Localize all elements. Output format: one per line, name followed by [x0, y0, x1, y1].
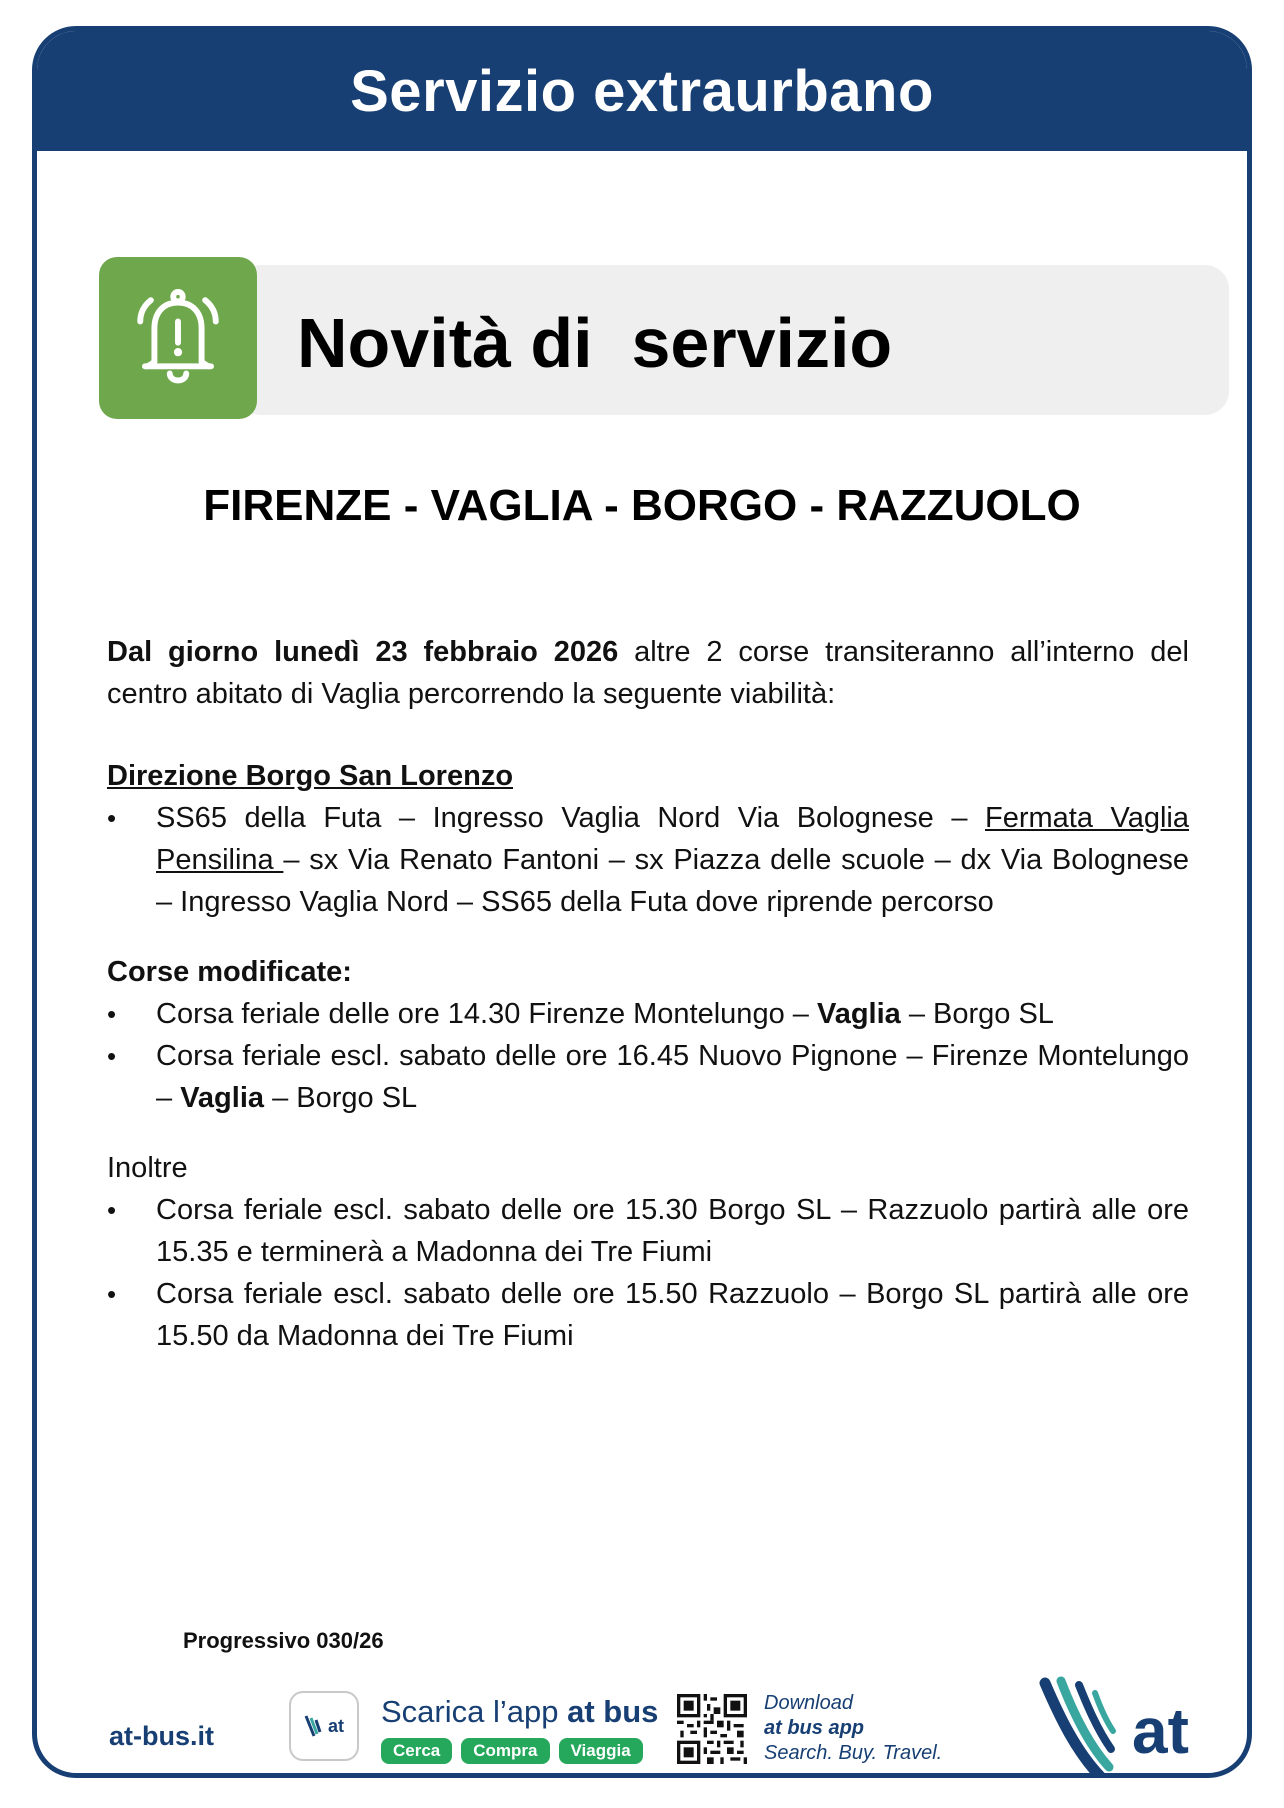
list-item — [107, 993, 1189, 1035]
list-item: • Corsa feriale escl. sabato delle ore 15.50 Razzuolo – Borgo SL partirà alle ore 15.50 da Madonna dei Tre Fiumi — [107, 1273, 1189, 1357]
qr-code-icon[interactable] — [677, 1694, 747, 1764]
pill-compra: Compra — [461, 1738, 549, 1764]
poster-frame — [32, 26, 1252, 1778]
modified-item-text: Corsa feriale escl. sabato delle ore 16.45 Nuovo Pignone – Firenze Montelungo – — [156, 1040, 1189, 1114]
at-stripes-icon — [1045, 1681, 1113, 1778]
direction-stop: Fermata Vaglia Pensilina — [156, 802, 1189, 876]
direction-route-part1: SS65 della Futa – Ingresso Vaglia Nord Via Bolognese – — [156, 802, 986, 834]
modified-list — [107, 993, 1189, 1119]
intro-date: Dal giorno lunedì 23 febbraio 2026 — [107, 636, 619, 668]
pill-cerca: Cerca — [381, 1738, 452, 1764]
notice-body — [107, 631, 1189, 1357]
progressivo-number: Progressivo 030/26 — [183, 1628, 384, 1653]
intro-text: altre 2 corse transiteranno all’interno del centro abitato di Vaglia percorrendo la seguente viabilità: — [107, 636, 1189, 710]
download-line-1: Download — [764, 1692, 853, 1714]
modified-item-text: – Borgo SL — [900, 998, 1054, 1030]
modified-item-bold: Vaglia — [180, 1082, 265, 1114]
app-pills — [381, 1738, 643, 1764]
at-brand-text: at — [1132, 1695, 1189, 1767]
app-cta-text: Scarica l’app — [381, 1694, 568, 1729]
app-icon-label: at — [327, 1715, 344, 1736]
app-icon — [289, 1691, 359, 1761]
header-title: Servizio extraurbano — [350, 58, 934, 124]
modified-heading: Corse modificate: — [107, 956, 352, 988]
at-brand-logo — [1037, 1671, 1237, 1778]
moreover-list — [107, 1189, 1189, 1357]
direction-heading: Direzione Borgo San Lorenzo — [107, 760, 514, 792]
list-item — [107, 1035, 1189, 1119]
intro-paragraph — [107, 631, 1189, 715]
alert-bell-icon-box — [99, 257, 257, 419]
moreover-heading: Inoltre — [107, 1152, 188, 1184]
direction-route-part2: – sx Via Renato Fantoni – sx Piazza delle scuole – dx Via Bolognese – Ingresso Vaglia Nord – SS65 della Futa dove riprende percorso — [156, 844, 1189, 918]
notice-title: Novità di servizio — [297, 304, 893, 382]
header-bar — [37, 31, 1247, 151]
download-line-2: at bus app — [764, 1717, 865, 1739]
app-cta-name: at bus — [567, 1694, 659, 1729]
pill-viaggia: Viaggia — [559, 1738, 643, 1764]
modified-item-text: – Borgo SL — [264, 1082, 418, 1114]
list-item: • Corsa feriale escl. sabato delle ore 15.30 Borgo SL – Razzuolo partirà alle ore 15.35 e terminerà a Madonna dei Tre Fiumi — [107, 1189, 1189, 1273]
modified-item-text: Corsa feriale delle ore 14.30 Firenze Montelungo – — [156, 998, 817, 1030]
route-title: FIRENZE - VAGLIA - BORGO - RAZZUOLO — [203, 481, 1081, 530]
website-link[interactable]: at-bus.it — [109, 1721, 214, 1751]
direction-route-item — [107, 797, 1189, 923]
direction-list — [107, 797, 1189, 923]
at-logo-mini-icon — [304, 1714, 326, 1738]
modified-item-bold: Vaglia — [816, 998, 901, 1030]
alert-bell-icon — [119, 279, 237, 397]
download-line-3: Search. Buy. Travel. — [764, 1742, 943, 1764]
app-cta — [381, 1694, 658, 1730]
download-info — [764, 1691, 942, 1766]
